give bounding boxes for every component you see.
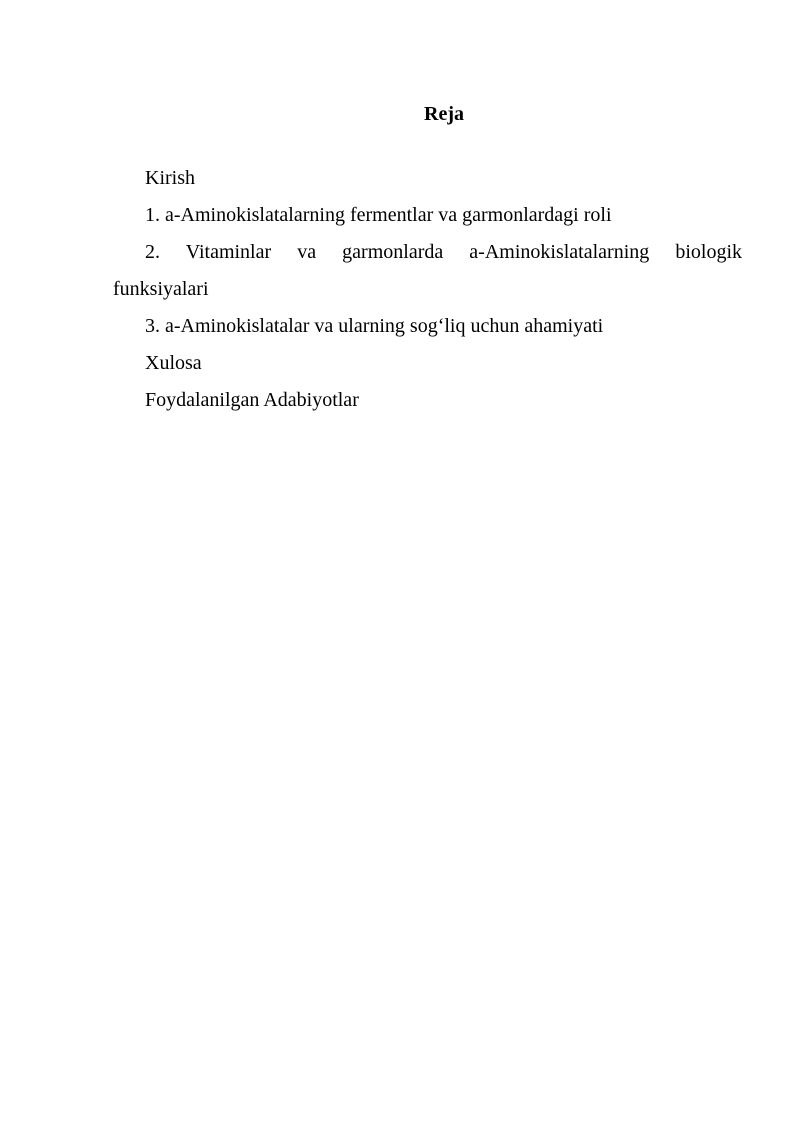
table-of-contents: [113, 160, 742, 419]
toc-item-kirish: Kirish: [145, 167, 195, 189]
toc-item-section-3: 3. a-Aminokislatalar va ularning sog‘liq uchun ahamiyati: [145, 315, 604, 337]
page-title: Reja: [424, 103, 464, 125]
toc-item-section-2-line-2: funksiyalari: [113, 278, 209, 300]
toc-item-adabiyotlar: Foydalanilgan Adabiyotlar: [145, 389, 359, 411]
toc-item-section-2: [113, 234, 742, 308]
toc-item-section-2-line-1: 2. Vitaminlar va garmonlarda a-Aminokislatalarning biologik: [145, 241, 742, 263]
toc-item-xulosa: Xulosa: [145, 352, 202, 374]
toc-item-section-1: 1. a-Aminokislatalarning fermentlar va garmonlardagi roli: [145, 204, 612, 226]
